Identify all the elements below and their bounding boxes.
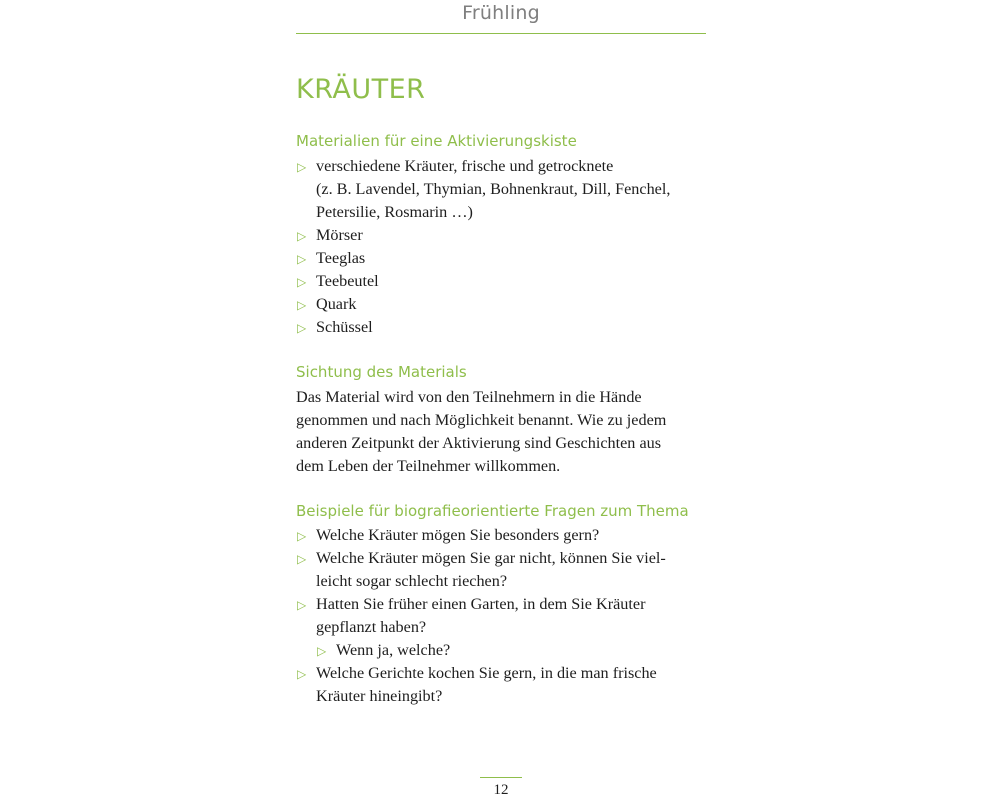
bullet-triangle-icon: ▷ — [297, 275, 307, 289]
bullet-triangle-icon: ▷ — [297, 298, 307, 312]
bullet-triangle-icon: ▷ — [297, 160, 307, 174]
materials-item: Teeglas — [316, 249, 366, 267]
materials-item-herbs-line1: verschiedene Kräuter, frische und getrocknete — [316, 157, 614, 175]
footer-divider — [480, 777, 522, 778]
review-text-line: Das Material wird von den Teilnehmern in die Hände — [296, 388, 642, 406]
bullet-triangle-icon: ▷ — [297, 667, 307, 681]
bullet-triangle-icon: ▷ — [297, 598, 307, 612]
materials-item: Teebeutel — [316, 272, 379, 290]
materials-item: Schüssel — [316, 318, 373, 336]
page-title: KRÄUTER — [296, 74, 426, 105]
sub-bullet-triangle-icon: ▷ — [317, 644, 327, 658]
bullet-triangle-icon: ▷ — [297, 229, 307, 243]
question-item-line1: Welche Gerichte kochen Sie gern, in die man frische — [316, 664, 657, 682]
question-item-line2: Kräuter hineingibt? — [316, 687, 443, 705]
review-text-line: genommen und nach Möglichkeit benannt. Wie zu jedem — [296, 411, 667, 429]
question-item-line1: Hatten Sie früher einen Garten, in dem Sie Kräuter — [316, 595, 646, 613]
questions-heading: Beispiele für biografieorientierte Fragen zum Thema — [296, 502, 689, 520]
review-heading: Sichtung des Materials — [296, 363, 467, 381]
bullet-triangle-icon: ▷ — [297, 529, 307, 543]
bullet-triangle-icon: ▷ — [297, 552, 307, 566]
question-item: Welche Kräuter mögen Sie besonders gern? — [316, 526, 600, 544]
bullet-triangle-icon: ▷ — [297, 321, 307, 335]
header-divider — [296, 33, 706, 34]
review-text-line: dem Leben der Teilnehmer willkommen. — [296, 457, 561, 475]
running-title: Frühling — [462, 2, 540, 24]
question-item-line1: Welche Kräuter mögen Sie gar nicht, können Sie viel- — [316, 549, 666, 567]
materials-item: Mörser — [316, 226, 363, 244]
question-item-line2: leicht sogar schlecht riechen? — [316, 572, 508, 590]
question-sub-item: Wenn ja, welche? — [336, 641, 451, 659]
materials-item: Quark — [316, 295, 357, 313]
materials-item-herbs-line3: Petersilie, Rosmarin …) — [316, 203, 473, 221]
materials-item-herbs-line2: (z. B. Lavendel, Thymian, Bohnenkraut, Dill, Fenchel, — [316, 180, 671, 198]
bullet-triangle-icon: ▷ — [297, 252, 307, 266]
review-text-line: anderen Zeitpunkt der Aktivierung sind Geschichten aus — [296, 434, 662, 452]
question-item-line2: gepflanzt haben? — [316, 618, 427, 636]
page-number: 12 — [493, 782, 509, 798]
materials-heading: Materialien für eine Aktivierungskiste — [296, 132, 577, 150]
